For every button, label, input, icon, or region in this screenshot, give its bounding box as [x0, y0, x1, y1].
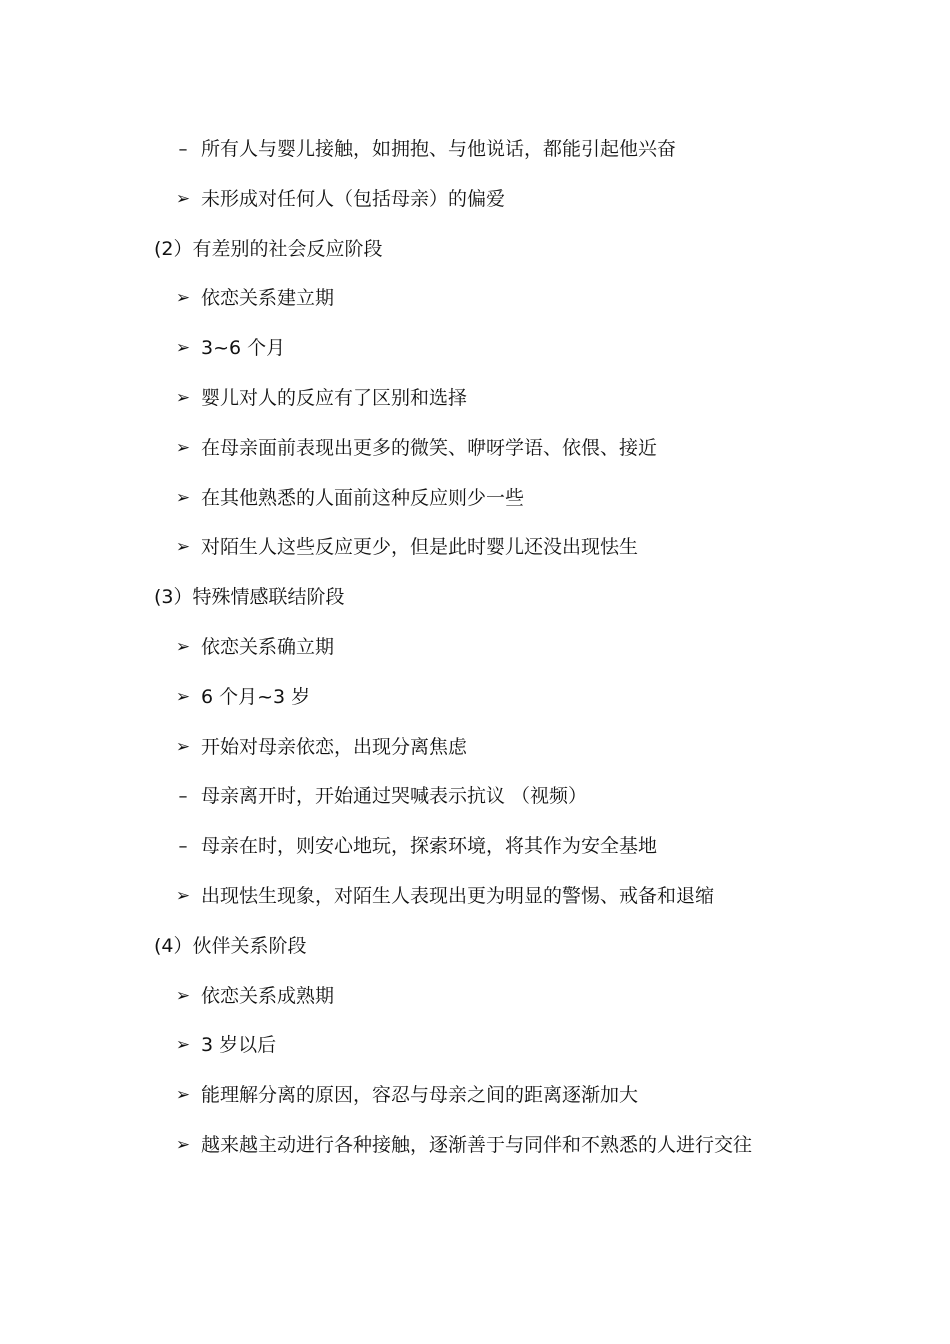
item-text: 6 个月~3 岁: [201, 685, 311, 708]
item-text: 对陌生人这些反应更少，但是此时婴儿还没出现怯生: [201, 536, 639, 559]
item-text: 母亲在时，则安心地玩，探索环境，将其作为安全基地: [201, 835, 658, 858]
arrow-bullet-icon: ➢: [175, 387, 191, 408]
dash-bullet-icon: –: [178, 139, 188, 160]
item-text: 3 岁以后: [201, 1034, 277, 1057]
item-text: 婴儿对人的反应有了区别和选择: [201, 386, 468, 409]
arrow-bullet-icon: ➢: [175, 686, 191, 707]
item-text: 未形成对任何人（包括母亲）的偏爱: [201, 187, 506, 210]
arrow-bullet-icon: ➢: [175, 188, 191, 209]
arrow-bullet-icon: ➢: [175, 1085, 191, 1106]
list-item: [0, 723, 950, 773]
arrow-bullet-icon: ➢: [175, 487, 191, 508]
list-item: [0, 175, 950, 225]
content-lines: [0, 125, 950, 1171]
item-text: 依恋关系成熟期: [201, 984, 335, 1007]
heading-text: (4）伙伴关系阶段: [154, 934, 307, 957]
heading-text: (3）特殊情感联结阶段: [154, 586, 345, 609]
list-item: [0, 1021, 950, 1071]
list-item: [0, 1071, 950, 1121]
section-heading: [0, 225, 950, 275]
item-text: 在其他熟悉的人面前这种反应则少一些: [201, 486, 525, 509]
arrow-bullet-icon: ➢: [175, 437, 191, 458]
item-text: 母亲离开时，开始通过哭喊表示抗议 （视频）: [201, 785, 588, 808]
list-item: [0, 374, 950, 424]
list-item: [0, 822, 950, 872]
arrow-bullet-icon: ➢: [175, 636, 191, 657]
arrow-bullet-icon: ➢: [175, 288, 191, 309]
list-item: [0, 324, 950, 374]
arrow-bullet-icon: ➢: [175, 1035, 191, 1056]
arrow-bullet-icon: ➢: [175, 338, 191, 359]
list-item: [0, 1121, 950, 1171]
list-item: [0, 772, 950, 822]
list-item: [0, 424, 950, 474]
item-text: 开始对母亲依恋，出现分离焦虑: [201, 735, 468, 758]
section-heading: [0, 922, 950, 972]
item-text: 依恋关系确立期: [201, 635, 335, 658]
arrow-bullet-icon: ➢: [175, 1134, 191, 1155]
arrow-bullet-icon: ➢: [175, 736, 191, 757]
item-text: 越来越主动进行各种接触，逐渐善于与同伴和不熟悉的人进行交往: [201, 1133, 753, 1156]
item-text: 3~6 个月: [201, 337, 286, 360]
dash-bullet-icon: –: [178, 786, 188, 808]
arrow-bullet-icon: ➢: [175, 985, 191, 1006]
item-text: 在母亲面前表现出更多的微笑、咿呀学语、依偎、接近: [201, 436, 658, 459]
item-text: 能理解分离的原因，容忍与母亲之间的距离逐渐加大: [201, 1084, 639, 1107]
list-item: [0, 274, 950, 324]
item-text: 所有人与婴儿接触，如拥抱、与他说话，都能引起他兴奋: [201, 138, 677, 160]
list-item: [0, 623, 950, 673]
arrow-bullet-icon: ➢: [175, 885, 191, 906]
heading-text: (2）有差别的社会反应阶段: [154, 237, 383, 260]
dash-bullet-icon: –: [178, 836, 188, 858]
item-text: 出现怯生现象，对陌生人表现出更为明显的警惕、戒备和退缩: [201, 884, 715, 907]
list-item: [0, 872, 950, 922]
list-item: [0, 972, 950, 1022]
list-item: [0, 474, 950, 524]
list-item: [0, 523, 950, 573]
arrow-bullet-icon: ➢: [175, 537, 191, 558]
section-heading: [0, 573, 950, 623]
list-item: [0, 673, 950, 723]
list-item: [0, 125, 950, 175]
item-text: 依恋关系建立期: [201, 287, 335, 310]
